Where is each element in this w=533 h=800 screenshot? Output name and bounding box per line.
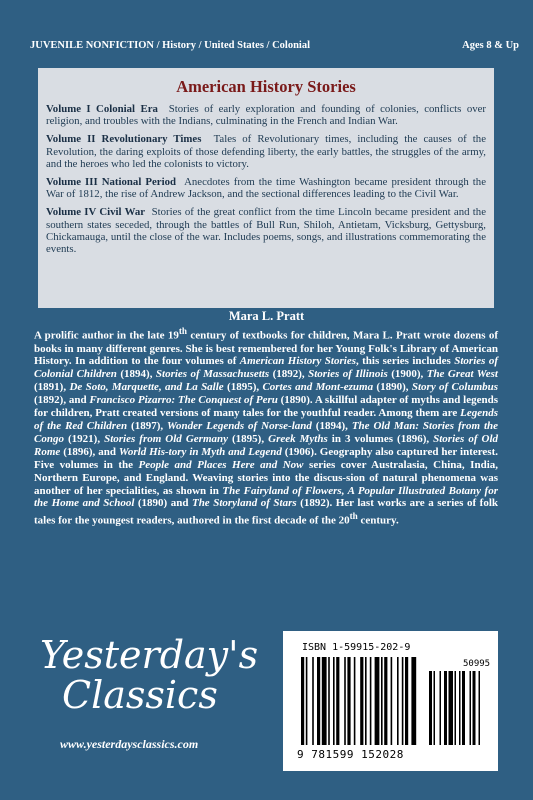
volume-heading: Volume III National Period: [46, 176, 176, 189]
volume-heading: Volume II Revolutionary Times: [46, 133, 202, 146]
barcode-bar: [354, 657, 356, 745]
volume-description: Anecdotes from the time Washington became president through the War of 1812, the rise of Andrew Jackson, and the sectional differences leading to the Civil War.: [46, 176, 486, 201]
barcode-box: [283, 631, 498, 771]
author-name: Mara L. Pratt: [228, 309, 305, 323]
price-bar: [434, 671, 436, 745]
price-bar: [470, 671, 472, 745]
bio-text: series cover Australasia, China, India, Northern Europe, and England. Weaving stories into the discus-sion of natural phenomena was another of her specialities, as shown in: [34, 458, 498, 497]
book-title: Stories of Illinois: [308, 368, 388, 381]
volume-entry: [46, 206, 486, 255]
book-title: The Fairyland of Flowers, A Popular Illustrated Botany for the Home and School: [34, 484, 498, 510]
barcode-bar: [344, 657, 346, 745]
barcode-bar: [317, 657, 320, 745]
barcode-bar: [405, 657, 408, 745]
bio-text: (1892). Her last works are a series of folk tales for the youngest readers, authored in the first decade of the 20: [34, 497, 498, 527]
barcode-bar: [322, 657, 327, 745]
book-title: Stories of Massachusetts: [155, 368, 270, 381]
barcode-bar: [391, 657, 393, 745]
price-bar: [479, 671, 481, 745]
top-bar: [30, 40, 519, 51]
volume-heading: Volume I Colonial Era: [46, 103, 158, 115]
publisher-website: www.yesterdaysclassics.com: [60, 737, 199, 751]
barcode-bar: [397, 657, 399, 745]
price-bar: [455, 671, 457, 745]
volume-entry: [46, 133, 486, 170]
book-title: Stories from Old Germany: [104, 432, 228, 445]
bio-text: (1894),: [116, 368, 156, 381]
author-biography: [34, 325, 498, 528]
bio-text: (1890). A skillful adapter of myths and legends for children, Pratt created versions of many tales for the youthful reader. Among them are: [34, 394, 498, 420]
price-bar: [444, 671, 447, 745]
barcode-bar: [402, 657, 404, 745]
bio-text: (1895),: [223, 381, 263, 394]
book-title: Legends of the Red Children: [34, 407, 498, 432]
series-title: American History Stories: [176, 77, 356, 96]
barcode-bar: [375, 657, 380, 745]
logo-line-2: Classics: [62, 673, 218, 717]
bio-text: (1891),: [34, 381, 70, 394]
barcode-bar: [370, 657, 372, 745]
price-bar: [473, 671, 476, 745]
book-title: The Old Man: Stories from the Congo: [34, 420, 499, 445]
barcode-bar: [360, 657, 363, 745]
book-title: World His-tory in Myth and Legend: [118, 445, 282, 458]
superscript: th: [349, 511, 358, 522]
age-range-label: Ages 8 & Up: [462, 40, 519, 51]
bio-text: (1895),: [228, 432, 269, 445]
volume-description: Tales of Revolutionary times, including the causes of the Revolution, the daring exploits of those defending liberty, the early battles, the struggles of the army, and the heroes who led the colonists to victory.: [46, 133, 486, 170]
volume-description: Stories of the great conflict from the time Lincoln became president and the southern states seceded, through the battles of Bull Run, Shiloh, Antietam, Vicksburg, Gettysburg, Chickamauga, until the close of the war. Includes poems, songs, and illustrations commemorating the events.: [46, 206, 486, 256]
bio-text: (1900),: [387, 368, 427, 381]
bio-text: (1896), and: [60, 445, 119, 458]
barcode-bar: [384, 657, 387, 745]
barcode-bars: [297, 657, 485, 749]
bio-text: (1921),: [63, 432, 105, 445]
book-title: Francisco Pizarro: The Conquest of Peru: [89, 394, 278, 407]
series-panel: [38, 68, 494, 308]
barcode-bar: [306, 657, 308, 745]
price-code: 50995: [463, 659, 491, 669]
book-title: Stories of Colonial Children: [34, 355, 498, 381]
price-bar: [440, 671, 442, 745]
bio-text: (1892),: [269, 368, 309, 381]
bio-text: (1894),: [311, 420, 352, 432]
book-title: People and Places Here and Now: [138, 458, 304, 471]
category-label: JUVENILE NONFICTION / History / United States / Colonial: [30, 40, 311, 51]
book-title: The Great West: [426, 368, 498, 381]
publisher-logo: [40, 635, 258, 715]
barcode-bar: [312, 657, 314, 745]
book-title: Cortes and Mont-ezuma: [262, 381, 374, 394]
volume-entry: [46, 103, 486, 127]
barcode-bar: [365, 657, 367, 745]
book-title: Wonder Legends of Norse-land: [167, 420, 312, 432]
price-bar: [429, 671, 432, 745]
book-title: Greek Myths: [268, 432, 328, 445]
bio-text: century.: [357, 515, 399, 527]
book-title: De Soto, Marquette, and La Salle: [69, 381, 224, 394]
volume-entry: [46, 176, 486, 200]
bio-text: (1892), and: [34, 394, 90, 407]
bio-text: A prolific author in the late 19: [34, 329, 179, 342]
volume-list: [46, 103, 486, 255]
barcode-bar: [333, 657, 335, 745]
price-bar: [459, 671, 461, 745]
isbn-label: ISBN 1-59915-202-9: [302, 642, 411, 653]
barcode-bar: [301, 657, 304, 745]
barcode-bar: [381, 657, 383, 745]
book-title: Story of Columbus: [411, 381, 499, 394]
book-title: The Storyland of Stars: [191, 497, 297, 510]
price-bar: [462, 671, 465, 745]
bio-text: (1890),: [373, 381, 412, 394]
barcode-bar: [411, 657, 416, 745]
volume-heading: Volume IV Civil War: [46, 206, 146, 219]
barcode-bar: [328, 657, 330, 745]
price-bar: [449, 671, 454, 745]
logo-line-1: Yesterday's: [40, 633, 259, 677]
book-title: Stories of Old Rome: [34, 432, 499, 458]
bio-text: (1890) and: [134, 497, 192, 510]
bio-text: in 3 volumes (1896),: [327, 432, 434, 445]
superscript: th: [178, 326, 188, 336]
barcode-bar: [336, 657, 339, 745]
volume-description: Stories of early exploration and founding of colonies, conflicts over religion, and troubles with the Indians, culminating in the French and Indian War.: [46, 103, 487, 128]
barcode-bar: [347, 657, 350, 745]
bio-text: century of textbooks for children, Mara L. Pratt wrote dozens of books in many different genres. She is best remembered for her Young Folk's Library of American History. In addition to the four volumes of: [34, 329, 498, 368]
bio-text: , this series includes: [355, 355, 455, 368]
bio-text: (1906). Geography also captured her interest. Five volumes in the: [34, 445, 499, 471]
book-title: American History Stories: [239, 355, 356, 368]
bio-text: (1897),: [127, 420, 168, 432]
barcode-digits: 9 781599 152028: [297, 748, 404, 761]
